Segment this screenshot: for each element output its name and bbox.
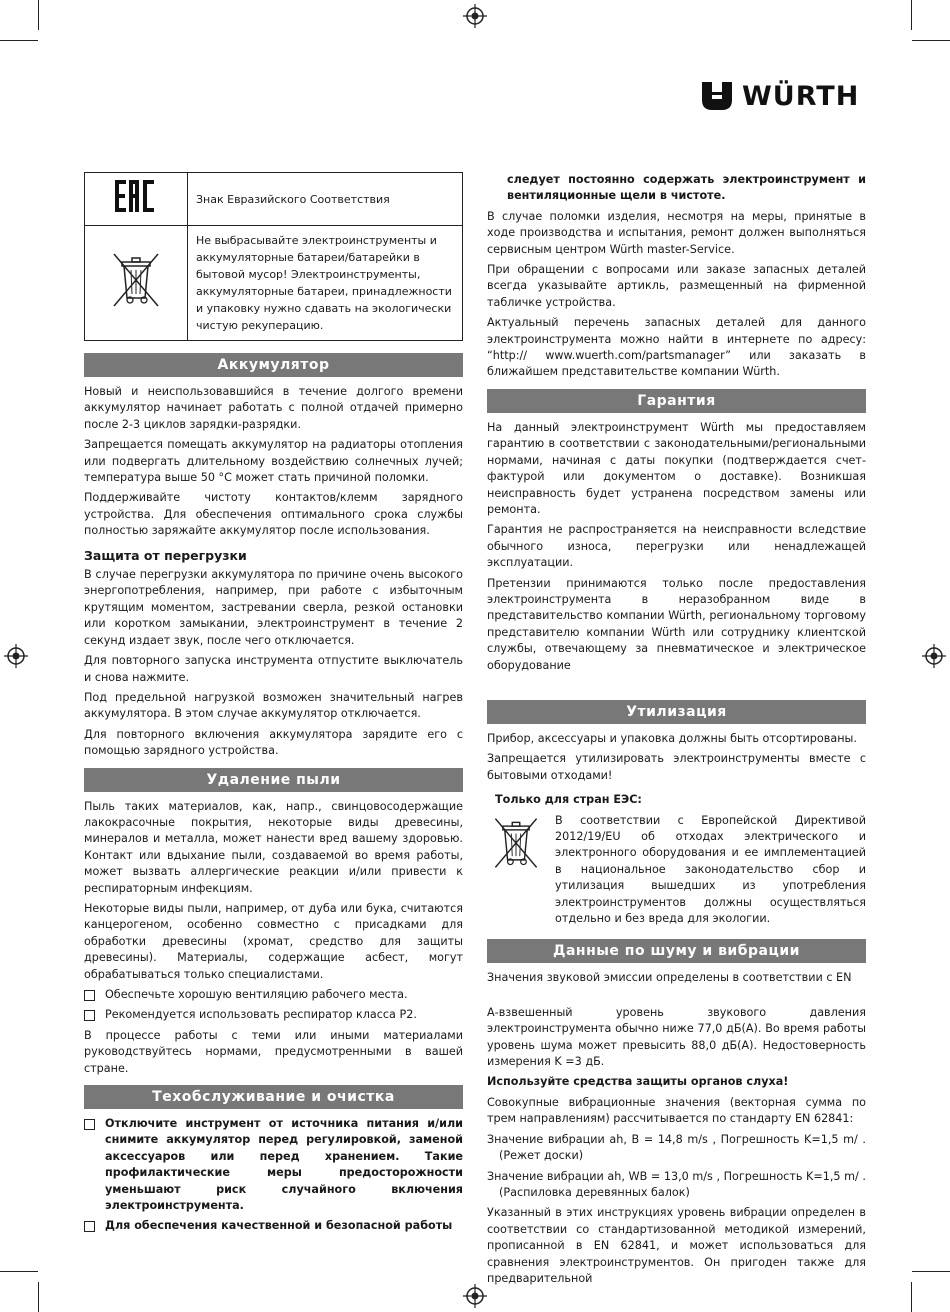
crop-mark	[912, 1271, 950, 1272]
crop-mark	[38, 0, 39, 30]
noise-hearing: Используйте средства защиты органов слуха!	[487, 1075, 789, 1089]
battery-p4: В случае перегрузки аккумулятора по причине очень высокого энергопотребления, например, при работе с избыточным крутящим моментом, застревании сверла, резкой остановки или коротком замыкании, электроинструмент в течение 2 секунд издает звук, после чего отключается.	[84, 568, 463, 647]
section-warranty-title: Гарантия	[487, 389, 866, 413]
battery-p3: Поддерживайте чистоту контактов/клемм зарядного устройства. Для обеспечения оптимального срока службы полностью заряжайте аккумулятор после использования.	[84, 491, 463, 538]
dust-b1: Обеспечьте хорошую вентиляцию рабочего места.	[105, 988, 408, 1001]
overload-title: Защита от перегрузки	[84, 547, 247, 563]
crop-mark	[0, 1271, 38, 1272]
left-column	[84, 172, 463, 1239]
section-noise-title: Данные по шуму и вибрации	[487, 939, 866, 963]
crop-mark	[911, 0, 912, 30]
warranty-p2: Гарантия не распространяется на неисправности вследствие обычного износа, перегрузки или ненадлежащей эксплуатации.	[487, 523, 866, 570]
eac-text: Знак Евразийского Соответствия	[188, 173, 463, 226]
crossed-bin-icon	[487, 813, 545, 873]
weee-text: Не выбрасывайте электроинструменты и аккумуляторные батареи/батарейки в бытовой мусор! Электроинструменты, аккумуляторные батареи, принадлежности и упаковку нужно сдавать на экологически чистую рекуперацию.	[188, 226, 463, 341]
crossed-bin-icon	[108, 248, 164, 312]
dust-p2: Некоторые виды пыли, например, от дуба или бука, считаются канцерогеном, особенно совместно с присадками для обработки древесины (хромат, средство для защиты древесины). Материалы, содержащие асбест, могут обрабатываться только специалистами.	[84, 901, 463, 981]
dust-bullet-2	[84, 1007, 463, 1023]
maintenance-p2: При обращении с вопросами или заказе запасных деталей всегда указывайте артикль, размещенный на фирменной табличке устройства.	[487, 263, 866, 309]
crop-mark	[38, 1282, 39, 1312]
dust-p3: В процессе работы с теми или иными материалами руководствуйтесь нормами, предусмотренными в вашей стране.	[84, 1028, 463, 1075]
section-maintenance-title: Техобслуживание и очистка	[84, 1085, 463, 1109]
crop-mark	[0, 40, 38, 41]
checkbox-icon	[84, 1221, 95, 1232]
battery-p1: Новый и неиспользовавшийся в течение долгого времени аккумулятор начинает работать с полной отдачей примерно после 2-3 циклов зарядки-разрядки.	[84, 385, 463, 431]
symbols-table	[84, 172, 463, 341]
registration-mark-bottom	[463, 1284, 487, 1308]
weee-cell	[85, 226, 188, 341]
checkbox-icon	[84, 990, 95, 1001]
disposal-p2: Запрещается утилизировать электроинструменты вместе с бытовыми отходами!	[487, 752, 866, 782]
battery-p2: Запрещается помещать аккумулятор на радиаторы отопления или подвергать длительному воздействию солнечных лучей; температура выше 50 °С может стать причиной поломки.	[84, 438, 463, 485]
eac-row	[85, 173, 463, 226]
maintenance-p1: В случае поломки изделия, несмотря на меры, принятые в ходе производства и испытания, ремонт должен выполняться сервисным центром Würth master-Service.	[487, 209, 866, 256]
dust-b2: Рекомендуется использовать респиратор класса Р2.	[105, 1008, 417, 1022]
eac-mark-icon	[114, 178, 158, 214]
maintenance-b1: Отключите инструмент от источника питания и/или снимите аккумулятор перед регулировкой, заменой аксессуаров или перед хранением. Такие профилактические меры предосторожности уменьшают риск случайного включения электроинструмента.	[105, 1117, 463, 1213]
registration-mark-right	[922, 644, 946, 668]
wurth-emblem-icon	[700, 80, 734, 112]
maintenance-bullet-2	[84, 1218, 463, 1234]
registration-mark-left	[4, 644, 28, 668]
eu-text: В соответствии с Европейской Директивой 2012/19/EU об отходах электрического и электронного оборудования и ее имплементацией в национальное законодательство сбор и утилизация вышедших из употребления электроинструментов должны осуществляться отдельно и без вреда для экологии.	[555, 813, 866, 926]
section-dust-title: Удаление пыли	[84, 768, 463, 792]
disposal-p1: Прибор, аксессуары и упаковка должны быть отсортированы.	[487, 731, 857, 745]
noise-v2: Значение вибрации ah, WB = 13,0 m/s , Погрешность K=1,5 m/ .(Распиловка деревянных балок)	[487, 1169, 866, 1199]
maintenance-bullet-1	[84, 1116, 463, 1214]
noise-p3: Совокупные вибрационные значения (векторная сумма по трем направлениям) рассчитывается по стандарту EN 62841:	[487, 1095, 866, 1126]
right-column	[487, 172, 866, 1291]
noise-v1: Значение вибрации ah, B = 14,8 m/s , Погрешность K=1,5 m/ .(Режет доски)	[487, 1132, 866, 1163]
maintenance-b2: Для обеспечения качественной и безопасной работы	[105, 1219, 453, 1233]
registration-mark-top	[463, 4, 487, 28]
eac-cell	[85, 173, 188, 226]
section-disposal-title: Утилизация	[487, 700, 866, 724]
battery-p5: Для повторного запуска инструмента отпустите выключатель и снова нажмите.	[84, 654, 463, 684]
battery-p7: Для повторного включения аккумулятора зарядите его с помощью зарядного устройства.	[84, 727, 463, 758]
warranty-p1: На данный электроинструмент Würth мы предоставляем гарантию в соответствии с законодательными/региональными нормами, начиная с даты покупки (подтверждается счет-фактурой или документом о доставке). Возникшая неисправность будет устранена посредством замены или ремонта.	[487, 420, 866, 516]
section-battery-title: Аккумулятор	[84, 353, 463, 377]
logo-text: WÜRTH	[742, 80, 860, 112]
maintenance-cont: следует постоянно содержать электроинструмент и вентиляционные щели в чистоте.	[507, 173, 866, 203]
dust-p1: Пыль таких материалов, как, напр., свинцовосодержащие лакокрасочные покрытия, некоторые виды древесины, минералов и металла, может нанести вред вашему здоровью. Контакт или вдыхание пыли, создаваемой во время работы, может вызвать аллергические реакции и/или привести к респираторным инфекциям.	[84, 799, 463, 895]
warranty-p3: Претензии принимаются только после предоставления электроинструмента в неразобранном виде в представительство компании Würth, региональному торговому представителю компании Würth или сотруднику клиентской службы, отвечающему за пневматическое и электрическое оборудование	[487, 576, 866, 672]
eu-title: Только для стран ЕЭС:	[495, 793, 642, 807]
noise-p1: Значения звуковой эмиссии определены в соответствии с EN	[487, 971, 852, 985]
dust-bullet-1	[84, 987, 463, 1003]
crop-mark	[912, 40, 950, 41]
maintenance-p3: Актуальный перечень запасных деталей для данного электроинструмента можно найти в интернете по адресу: “http:// www.wuerth.com/partsmanager” или заказать в ближайшем представительстве компании Würth.	[487, 316, 866, 379]
noise-p2: А-взвешенный уровень звукового давления электроинструмента обычно ниже 77,0 дБ(A). Во время работы уровень шума может превысить 88,0 дБ(A). Недостоверность измерения K =3 дБ.	[487, 1005, 866, 1069]
noise-p4: Указанный в этих инструкциях уровень вибрации определен в соответствии со стандартизованной методикой измерений, прописанной в EN 62841, и может использоваться для сравнения электроинструментов. Он пригоден также для предварительной	[487, 1206, 866, 1285]
checkbox-icon	[84, 1010, 95, 1021]
wurth-logo	[700, 80, 859, 112]
battery-p6: Под предельной нагрузкой возможен значительный нагрев аккумулятора. В этом случае аккумулятор отключается.	[84, 690, 463, 721]
crop-mark	[911, 1282, 912, 1312]
weee-row	[85, 226, 463, 341]
checkbox-icon	[84, 1119, 95, 1130]
eu-weee-block	[487, 813, 866, 932]
